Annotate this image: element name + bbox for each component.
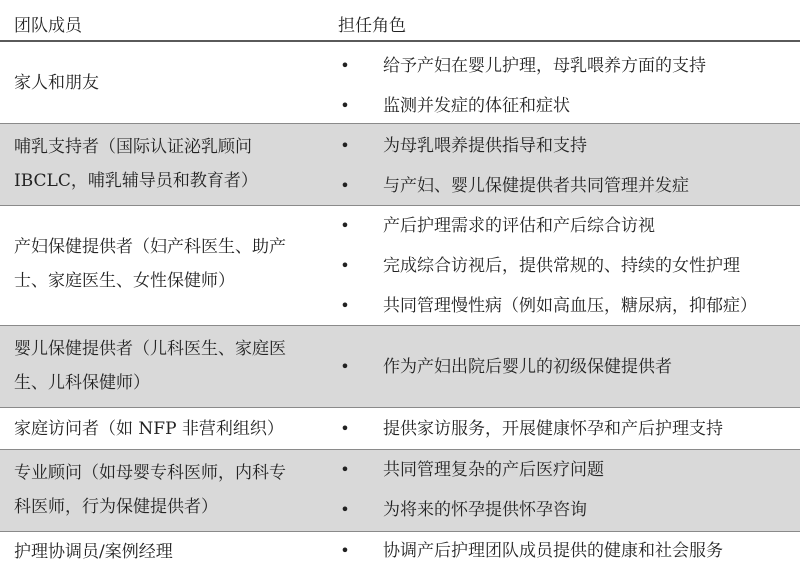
role-text: 与产妇、婴儿保健提供者共同管理并发症: [383, 176, 689, 196]
role-text: 协调产后护理团队成员提供的健康和社会服务: [383, 541, 723, 561]
role-item: [338, 126, 793, 166]
role-list: [338, 46, 793, 126]
team-member-line: 士、家庭医生、女性保健师）: [14, 271, 235, 291]
team-member: [14, 230, 324, 298]
role-text: 给予产妇在婴儿护理，母乳喂养方面的支持: [383, 56, 706, 76]
team-member-line: IBCLC，哺乳辅导员和教育者）: [14, 171, 258, 191]
team-member: [14, 456, 324, 524]
role-item: [338, 246, 793, 286]
team-member-line: 生、儿科保健师）: [14, 373, 150, 393]
role-text: 为将来的怀孕提供怀孕咨询: [383, 500, 587, 520]
role-text: 产后护理需求的评估和产后综合访视: [383, 216, 655, 236]
role-list: [338, 450, 793, 530]
team-member: [14, 66, 324, 100]
role-list: [338, 409, 793, 449]
table-row: [0, 42, 800, 124]
table-row: [0, 124, 800, 206]
bullet-icon: •: [340, 96, 350, 115]
team-member-line: 哺乳支持者（国际认证泌乳顾问: [14, 137, 252, 157]
bullet-icon: •: [340, 136, 350, 155]
team-member-line: 产妇保健提供者（妇产科医生、助产: [14, 237, 286, 257]
team-member-line: 专业顾问（如母婴专科医师，内科专: [14, 463, 286, 483]
team-member: [14, 412, 324, 446]
bullet-icon: •: [340, 296, 350, 315]
role-item: [338, 409, 793, 449]
bullet-icon: •: [340, 176, 350, 195]
team-member-line: 家庭访问者（如 NFP 非营利组织）: [14, 419, 284, 439]
team-member: [14, 535, 324, 569]
role-item: [338, 531, 793, 571]
role-item: [338, 166, 793, 206]
table-header: [0, 0, 800, 42]
bullet-icon: •: [340, 256, 350, 275]
role-item: [338, 86, 793, 126]
bullet-icon: •: [340, 56, 350, 75]
table-row: [0, 532, 800, 579]
role-column-header: 担任角色: [338, 16, 406, 36]
role-list: [338, 531, 793, 571]
role-item: [338, 347, 793, 387]
role-list: [338, 347, 793, 387]
bullet-icon: •: [340, 500, 350, 519]
table-row: [0, 206, 800, 326]
role-text: 作为产妇出院后婴儿的初级保健提供者: [383, 357, 672, 377]
bullet-icon: •: [340, 419, 350, 438]
role-text: 为母乳喂养提供指导和支持: [383, 136, 587, 156]
role-list: [338, 126, 793, 206]
bullet-icon: •: [340, 541, 350, 560]
member-column-header: 团队成员: [14, 16, 82, 36]
role-item: [338, 46, 793, 86]
role-item: [338, 450, 793, 490]
role-list: [338, 206, 793, 326]
role-text: 监测并发症的体征和症状: [383, 96, 570, 116]
bullet-icon: •: [340, 357, 350, 376]
role-text: 共同管理慢性病（例如高血压，糖尿病，抑郁症）: [383, 296, 757, 316]
team-member-line: 婴儿保健提供者（儿科医生、家庭医: [14, 339, 286, 359]
role-item: [338, 206, 793, 246]
role-text: 完成综合访视后，提供常规的、持续的女性护理: [383, 256, 740, 276]
role-item: [338, 286, 793, 326]
team-member-line: 家人和朋友: [14, 73, 99, 93]
team-member: [14, 332, 324, 400]
team-member-line: 护理协调员/案例经理: [14, 542, 173, 562]
table-row: [0, 450, 800, 532]
table-row: [0, 408, 800, 450]
role-text: 提供家访服务，开展健康怀孕和产后护理支持: [383, 419, 723, 439]
team-member: [14, 130, 324, 198]
role-item: [338, 490, 793, 530]
team-member-line: 科医师，行为保健提供者）: [14, 497, 218, 517]
table-row: [0, 326, 800, 408]
bullet-icon: •: [340, 216, 350, 235]
role-text: 共同管理复杂的产后医疗问题: [383, 460, 604, 480]
bullet-icon: •: [340, 460, 350, 479]
